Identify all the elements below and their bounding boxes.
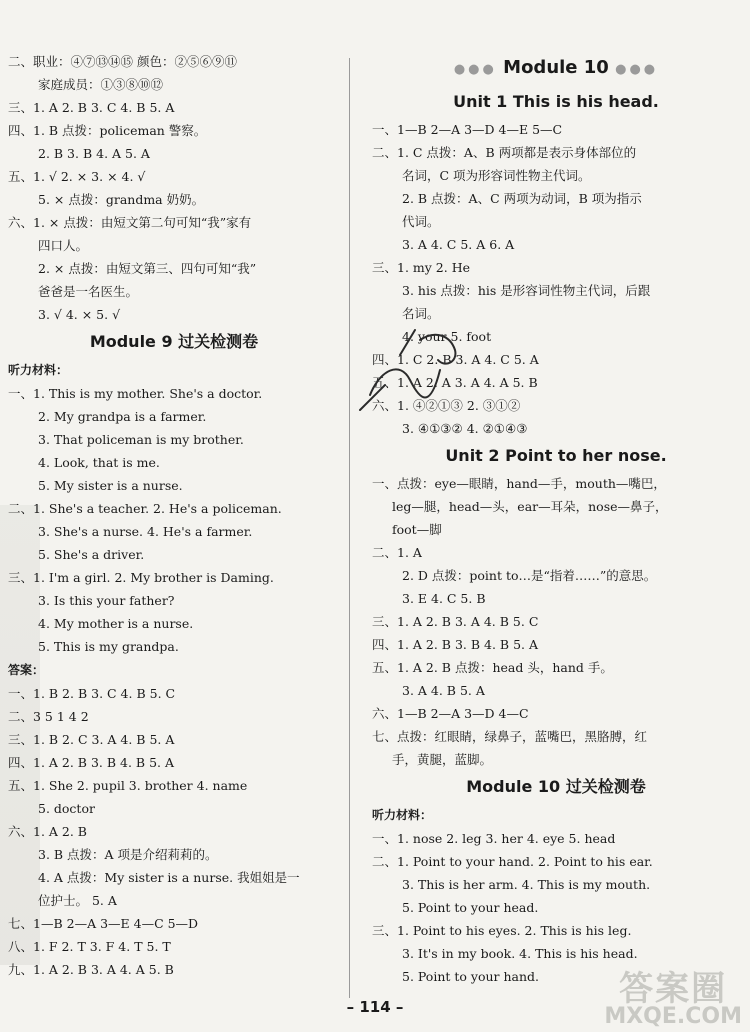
listening-label: 听力材料：: [372, 808, 433, 822]
answer-line: 2. × 点拨：由短文第三、四句可知“我”: [38, 261, 257, 276]
answer-line: 四、1. B 点拨：policeman 警察。: [8, 123, 207, 138]
listening-material-block: [372, 827, 740, 988]
answer-line: 四口人。: [38, 238, 89, 253]
module-title: [372, 50, 740, 86]
answer-line: 3. A 4. B 5. A: [402, 683, 485, 698]
answer-line: 2. B 3. B 4. A 5. A: [38, 146, 150, 161]
answer-line: 3. √ 4. × 5. √: [38, 307, 121, 322]
answer-line: 5. Point to your head.: [402, 900, 539, 915]
answer-line: 3. She's a nurse. 4. He's a farmer.: [38, 524, 253, 539]
answer-line: 一、1. This is my mother. She's a doctor.: [8, 386, 263, 401]
answer-line: 六、1. × 点拨：由短文第二句可知“我”家有: [8, 215, 252, 230]
answer-line: 四、1. A 2. B 3. B 4. B 5. A: [372, 637, 539, 652]
answer-line: 3. A 4. C 5. A 6. A: [402, 237, 515, 252]
answer-line: 2. D 点拨：point to…是“指着……”的意思。: [402, 568, 657, 583]
answer-line: 3. his 点拨：his 是形容词性物主代词，后跟: [402, 283, 651, 298]
answer-line: 六、1—B 2—A 3—D 4—C: [372, 706, 529, 721]
watermark-line1: 答案圈: [619, 969, 728, 1009]
answer-line: 一、点拨：eye—眼睛，hand—手，mouth—嘴巴，: [372, 476, 666, 491]
unit2-answer-block: [372, 472, 740, 771]
answer-line: 3. B 点拨：A 项是介绍莉莉的。: [38, 847, 218, 862]
decorative-dots: ●●●: [453, 62, 497, 77]
answer-line: 七、1—B 2—A 3—E 4—C 5—D: [8, 916, 199, 931]
answer-line: 5. Point to your hand.: [402, 969, 540, 984]
module9-test-title: Module 9 过关检测卷: [89, 332, 259, 351]
answer-line: 3. It's in my book. 4. This is his head.: [402, 946, 638, 961]
answer-line: 三、1. B 2. C 3. A 4. B 5. A: [8, 732, 175, 747]
answer-line: 五、1. √ 2. × 3. × 4. √: [8, 169, 146, 184]
answer-line: 5. × 点拨：grandma 奶奶。: [38, 192, 205, 207]
answer-line: 3. That policeman is my brother.: [38, 432, 244, 447]
answer-line: 手，黄腿，蓝脚。: [392, 752, 493, 767]
page-number: – 114 –: [346, 998, 404, 1016]
answer-line: 3. ④①③② 4. ②①④③: [402, 421, 528, 436]
unit2-title: Unit 2 Point to her nose.: [445, 446, 667, 465]
answer-line: 三、1. A 2. B 3. A 4. B 5. C: [372, 614, 539, 629]
answers-block: [8, 682, 340, 981]
answer-line: 三、1. I'm a girl. 2. My brother is Daming.: [8, 570, 274, 585]
answer-line: 4. My mother is a nurse.: [38, 616, 194, 631]
answer-line: 位护士。 5. A: [38, 893, 117, 908]
answer-line: 二、1. A: [372, 545, 422, 560]
answer-line: 家庭成员：①③⑧⑩⑫: [38, 77, 164, 92]
answer-line: 爸爸是一名医生。: [38, 284, 139, 299]
unit1-title: Unit 1 This is his head.: [453, 92, 659, 111]
answer-line: 二、职业：④⑦⑬⑭⑮ 颜色：②⑤⑥⑨⑪: [8, 54, 237, 69]
answer-line: 二、1. She's a teacher. 2. He's a policeman.: [8, 501, 282, 516]
answer-line: 5. This is my grandpa.: [38, 639, 179, 654]
answer-line: 三、1. my 2. He: [372, 260, 470, 275]
answer-line: 4. your 5. foot: [402, 329, 492, 344]
decorative-dots: ●●●: [615, 62, 659, 77]
site-watermark: [604, 969, 742, 1029]
answer-line: 四、1. C 2. B 3. A 4. C 5. A: [372, 352, 539, 367]
answer-line: foot—脚: [392, 522, 442, 537]
column-divider: [349, 58, 350, 998]
answer-line: 四、1. A 2. B 3. B 4. B 5. A: [8, 755, 175, 770]
answer-line: 2. B 点拨：A、C 两项为动词，B 项为指示: [402, 191, 642, 206]
right-column: [372, 50, 740, 988]
answer-line: 名词，C 项为形容词性物主代词。: [402, 168, 591, 183]
left-column: [8, 50, 340, 981]
answer-line: 3. Is this your father?: [38, 593, 175, 608]
answer-line: 六、1. A 2. B: [8, 824, 87, 839]
watermark-line2: MXQE.COM: [604, 1004, 742, 1029]
answer-line: 2. My grandpa is a farmer.: [38, 409, 207, 424]
answer-line: leg—腿，head—头，ear—耳朵，nose—鼻子，: [392, 499, 668, 514]
answer-line: 二、1. Point to your hand. 2. Point to his ear.: [372, 854, 653, 869]
module-title-text: Module 10: [503, 57, 609, 78]
answers-label: 答案：: [8, 663, 45, 677]
listening-label: 听力材料：: [8, 363, 69, 377]
answer-line: 5. doctor: [38, 801, 95, 816]
answer-line: 5. She's a driver.: [38, 547, 145, 562]
answer-line: 二、1. C 点拨：A、B 两项都是表示身体部位的: [372, 145, 637, 160]
answer-line: 一、1. nose 2. leg 3. her 4. eye 5. head: [372, 831, 616, 846]
answer-line: 六、1. ④②①③ 2. ③①②: [372, 398, 521, 413]
answer-line: 5. My sister is a nurse.: [38, 478, 183, 493]
answer-line: 4. Look, that is me.: [38, 455, 160, 470]
answer-line: 八、1. F 2. T 3. F 4. T 5. T: [8, 939, 171, 954]
handwriting-scribble: [340, 300, 480, 440]
answer-line: 三、1. A 2. B 3. C 4. B 5. A: [8, 100, 175, 115]
module10-test-title: Module 10 过关检测卷: [466, 777, 646, 796]
answer-line: 代词。: [402, 214, 440, 229]
answer-line: 二、3 5 1 4 2: [8, 709, 89, 724]
answer-line: 4. A 点拨：My sister is a nurse. 我姐姐是一: [38, 870, 300, 885]
answer-line: 七、点拨：红眼睛，绿鼻子，蓝嘴巴，黑胳膊，红: [372, 729, 648, 744]
answer-line: 一、1—B 2—A 3—D 4—E 5—C: [372, 122, 563, 137]
answer-line: 九、1. A 2. B 3. A 4. A 5. B: [8, 962, 174, 977]
answer-line: 五、1. A 2. B 点拨：head 头，hand 手。: [372, 660, 613, 675]
answer-line: 3. This is her arm. 4. This is my mouth.: [402, 877, 651, 892]
listening-material-block: [8, 382, 340, 658]
answer-line: 三、1. Point to his eyes. 2. This is his leg.: [372, 923, 632, 938]
answer-line: 名词。: [402, 306, 440, 321]
left-answer-block: [8, 50, 340, 326]
answer-line: 五、1. A 2. A 3. A 4. A 5. B: [372, 375, 538, 390]
answer-line: 3. E 4. C 5. B: [402, 591, 486, 606]
answer-line: 一、1. B 2. B 3. C 4. B 5. C: [8, 686, 176, 701]
answer-line: 五、1. She 2. pupil 3. brother 4. name: [8, 778, 248, 793]
